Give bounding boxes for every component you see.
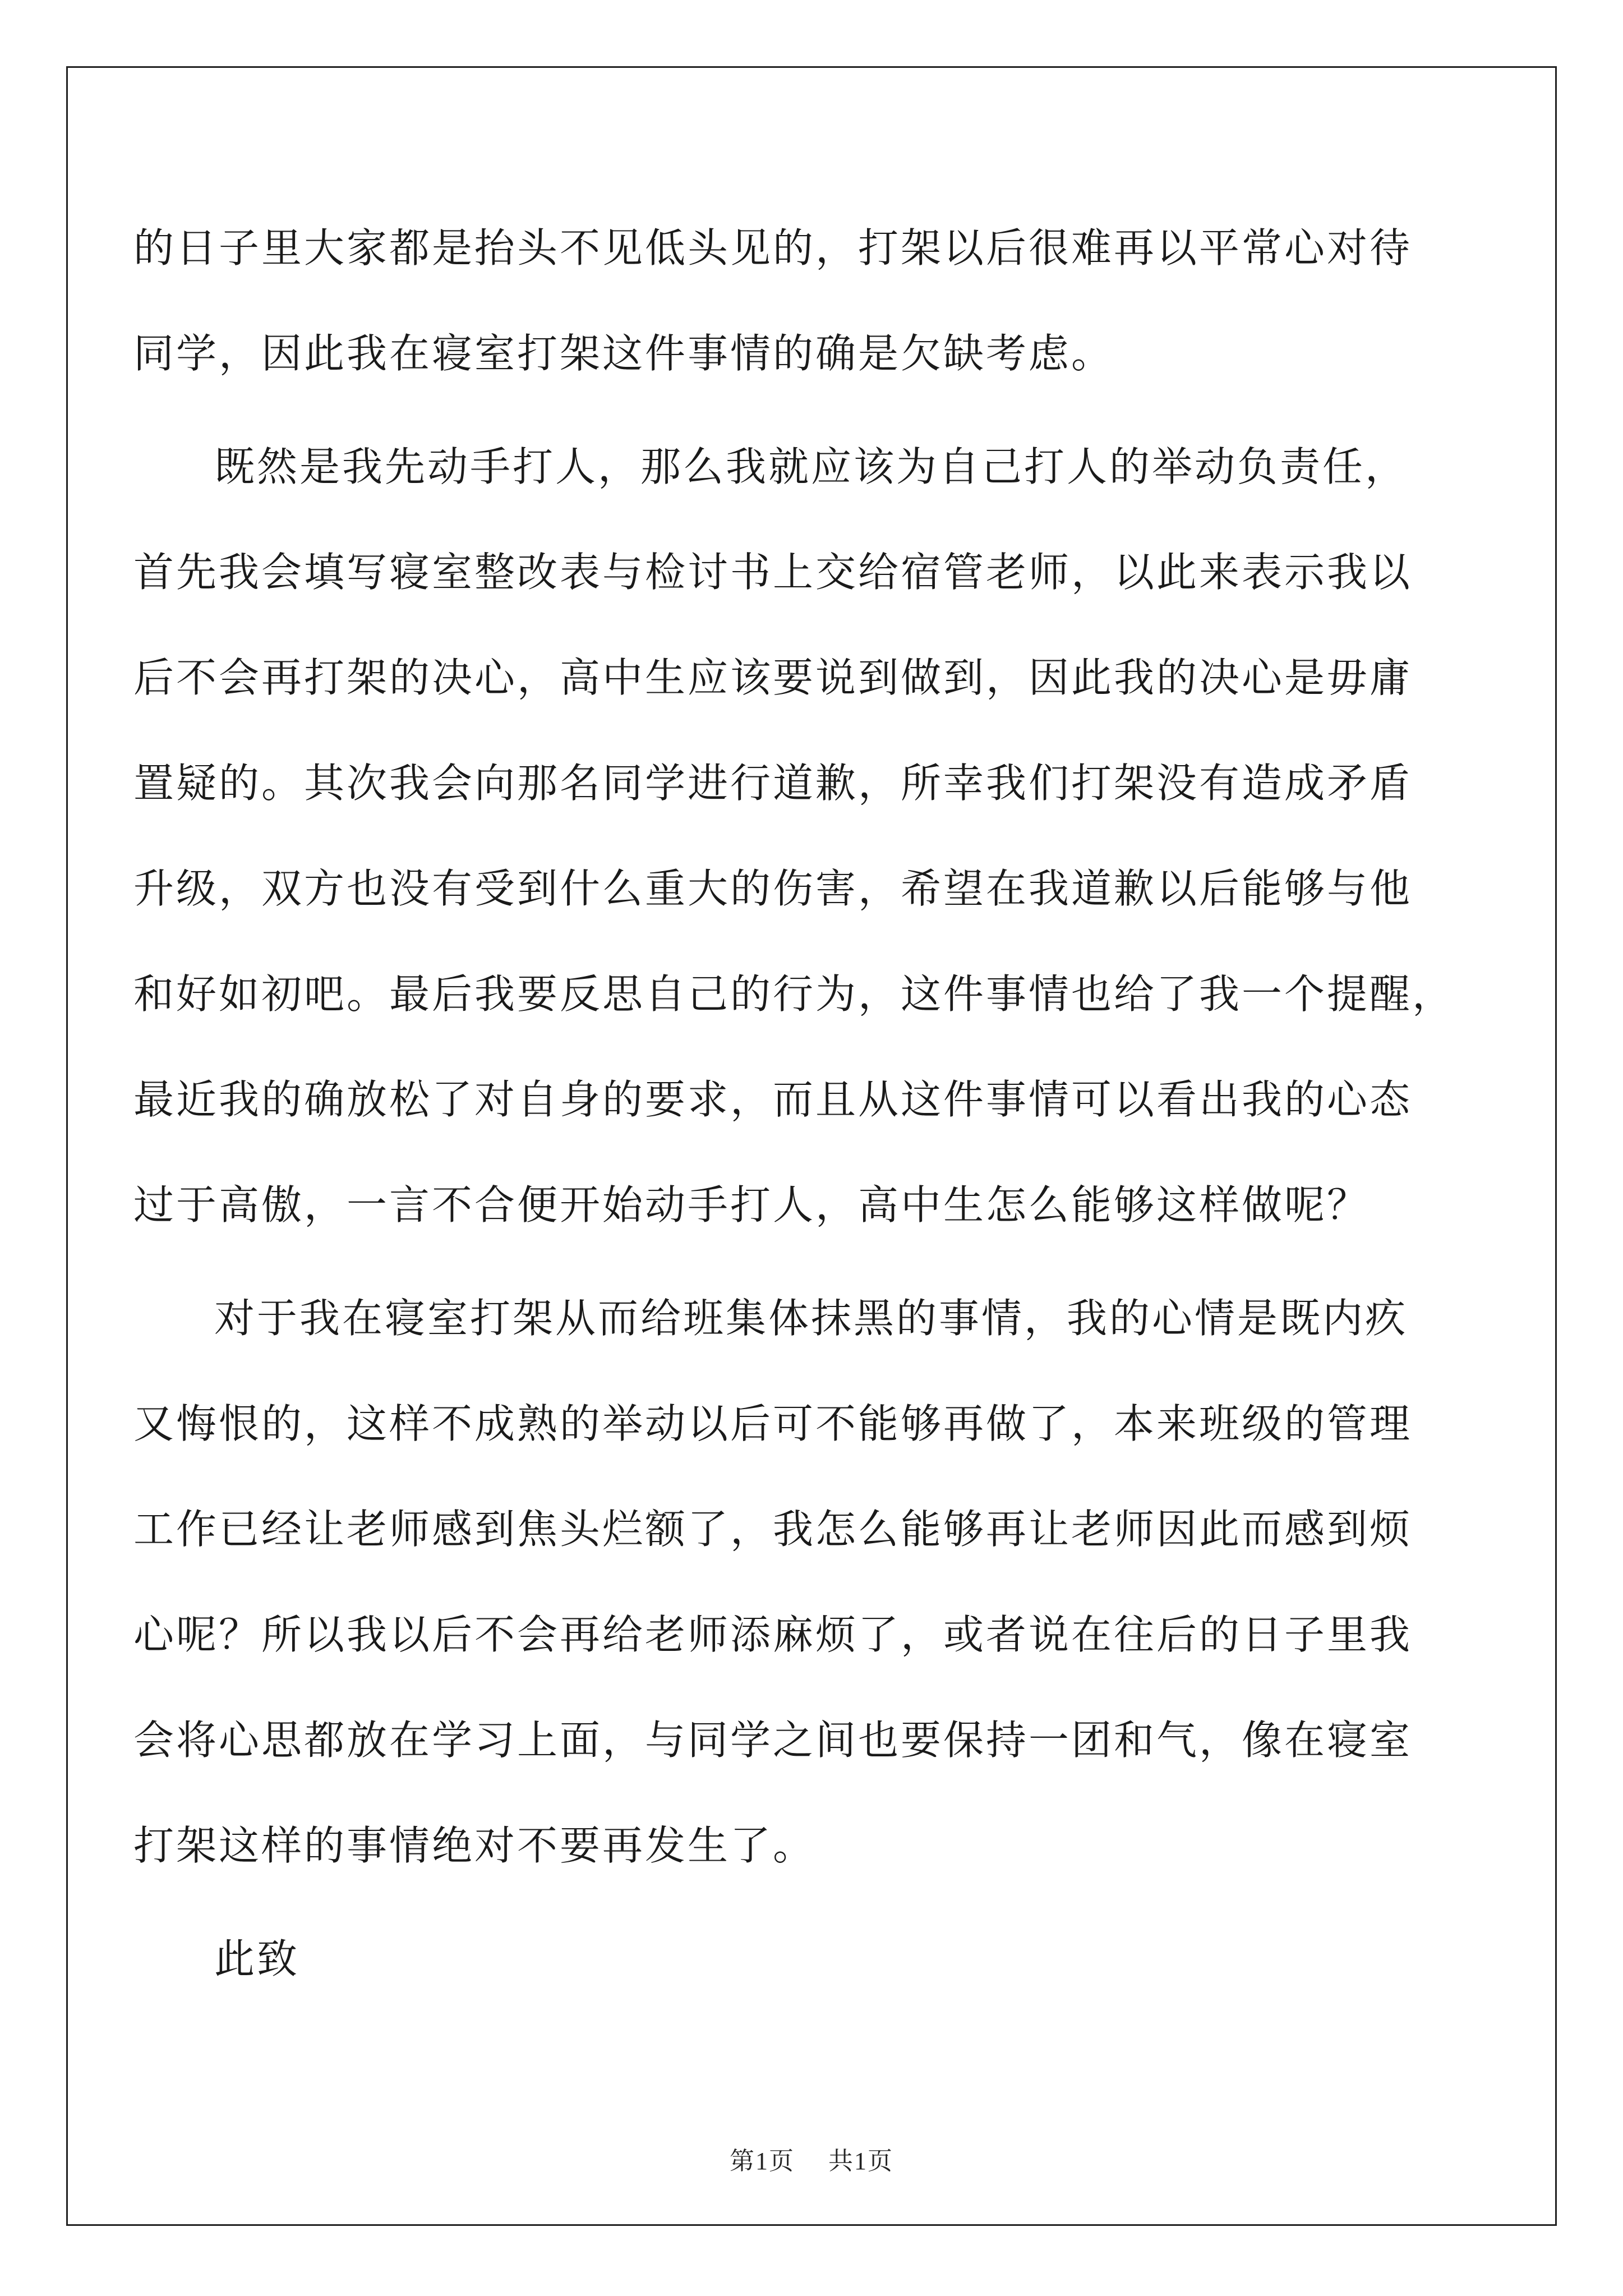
text-line: 会将心思都放在学习上面，与同学之间也要保持一团和气，像在寝室	[133, 1717, 1413, 1764]
text-line: 的日子里大家都是抬头不见低头见的，打架以后很难再以平常心对待	[133, 224, 1413, 272]
page-footer	[0, 2141, 1623, 2177]
text-line: 工作已经让老师感到焦头烂额了，我怎么能够再让老师因此而感到烦	[133, 1506, 1413, 1553]
text-line: 过于高傲，一言不合便开始动手打人，高中生怎么能够这样做呢？	[133, 1181, 1370, 1228]
text-line: 和好如初吧。最后我要反思自己的行为，这件事情也给了我一个提醒，	[133, 970, 1455, 1018]
text-line: 升级，双方也没有受到什么重大的伤害，希望在我道歉以后能够与他	[133, 865, 1413, 912]
text-line: 最近我的确放松了对自身的要求，而且从这件事情可以看出我的心态	[133, 1076, 1413, 1123]
text-line: 首先我会填写寝室整改表与检讨书上交给宿管老师，以此来表示我以	[133, 549, 1413, 596]
page-number: 第1页	[730, 2147, 795, 2175]
text-line: 置疑的。其次我会向那名同学进行道歉，所幸我们打架没有造成矛盾	[133, 760, 1413, 807]
page-total: 共1页	[828, 2147, 893, 2175]
paragraph	[133, 195, 1435, 406]
closing-salutation: 此致	[214, 1935, 300, 1982]
text-line: 打架这样的事情绝对不要再发生了。	[133, 1822, 816, 1869]
text-line: 同学，因此我在寝室打架这件事情的确是欠缺考虑。	[133, 330, 1114, 377]
text-line: 既然是我先动手打人，那么我就应该为自己打人的举动负责任，	[214, 443, 1408, 490]
text-line: 对于我在寝室打架从而给班集体抹黑的事情，我的心情是既内疚	[214, 1295, 1408, 1342]
document-body	[133, 195, 1455, 2012]
paragraph	[133, 1906, 1435, 2012]
text-line: 又悔恨的，这样不成熟的举动以后可不能够再做了，本来班级的管理	[133, 1400, 1413, 1447]
paragraph	[133, 414, 1455, 1258]
text-line: 心呢？所以我以后不会再给老师添麻烦了，或者说在往后的日子里我	[133, 1611, 1413, 1658]
paragraph	[133, 1266, 1435, 1898]
text-line: 后不会再打架的决心，高中生应该要说到做到，因此我的决心是毋庸	[133, 654, 1413, 701]
